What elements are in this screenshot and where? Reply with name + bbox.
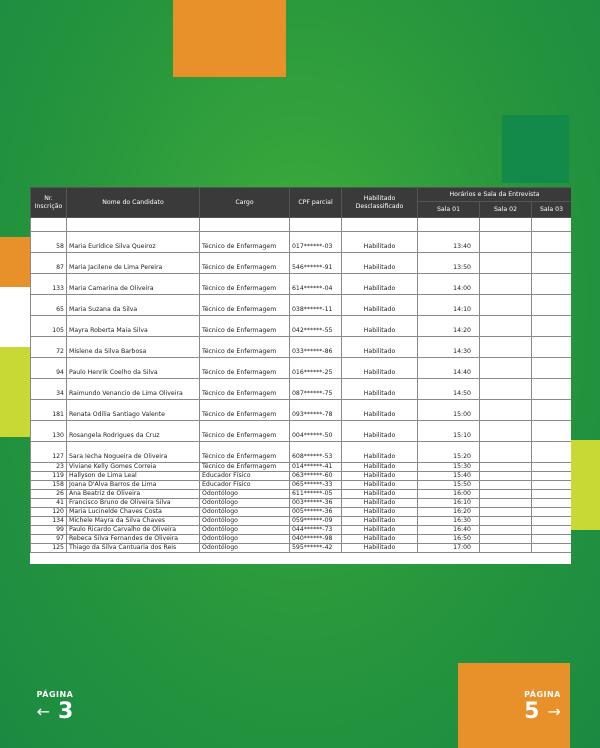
cell-sala-01: 16:20 [418, 508, 480, 517]
cell-sala-02 [480, 379, 532, 400]
cell-sala-03 [532, 517, 572, 526]
decorative-orange-square-top [173, 0, 286, 77]
cell-habilitado: Habilitado [342, 517, 418, 526]
cell-sala-02 [480, 316, 532, 337]
cell-sala-02 [480, 295, 532, 316]
cell-inscricao: 127 [31, 442, 67, 463]
cell-sala-01: 15:00 [418, 400, 480, 421]
table-row [31, 421, 572, 442]
arrow-left-icon[interactable]: ← [36, 702, 51, 721]
cell-nome: Michele Mayra da Silva Chaves [67, 517, 200, 526]
table-spacer-row [31, 218, 572, 232]
cell-nome: Maria Eurídice Silva Queiroz [67, 232, 200, 253]
cell-inscricao: 94 [31, 358, 67, 379]
cell-habilitado: Habilitado [342, 526, 418, 535]
cell-cpf: 614******-04 [290, 274, 342, 295]
cell-cargo: Técnico de Enfermagem [200, 253, 290, 274]
cell-sala-02 [480, 232, 532, 253]
cell-sala-03 [532, 442, 572, 463]
cell-sala-01: 15:10 [418, 421, 480, 442]
header-cpf: CPF parcial [290, 188, 342, 218]
cell-sala-01: 15:40 [418, 472, 480, 481]
cell-nome: Raimundo Venancio de Lima Oliveira [67, 379, 200, 400]
cell-nome: Mayra Roberta Maia Silva [67, 316, 200, 337]
cell-inscricao: 133 [31, 274, 67, 295]
cell-sala-02 [480, 274, 532, 295]
cell-inscricao: 72 [31, 337, 67, 358]
cell-cpf: 093******-78 [290, 400, 342, 421]
cell-nome: Rosangela Rodrigues da Cruz [67, 421, 200, 442]
cell-inscricao: 99 [31, 526, 67, 535]
decorative-orange-bar-left [0, 237, 30, 287]
prev-page-nav[interactable] [15, 690, 95, 723]
cell-cargo: Técnico de Enfermagem [200, 232, 290, 253]
cell-sala-02 [480, 535, 532, 544]
cell-sala-03 [532, 463, 572, 472]
cell-sala-01: 16:10 [418, 499, 480, 508]
cell-sala-02 [480, 442, 532, 463]
table-row [31, 337, 572, 358]
cell-sala-03 [532, 421, 572, 442]
header-habilitado: Habilitado Desclassificado [342, 188, 418, 218]
cell-sala-03 [532, 253, 572, 274]
arrow-right-icon[interactable]: → [547, 702, 561, 721]
cell-sala-01: 15:20 [418, 442, 480, 463]
cell-cpf: 595******-42 [290, 544, 342, 553]
cell-cpf: 611******-05 [290, 490, 342, 499]
cell-inscricao: 105 [31, 316, 67, 337]
cell-sala-01: 13:50 [418, 253, 480, 274]
candidate-table-sheet [30, 187, 571, 564]
cell-cargo: Odontólogo [200, 535, 290, 544]
cell-cargo: Técnico de Enfermagem [200, 295, 290, 316]
cell-inscricao: 181 [31, 400, 67, 421]
cell-cargo: Técnico de Enfermagem [200, 421, 290, 442]
table-row [31, 232, 572, 253]
cell-habilitado: Habilitado [342, 316, 418, 337]
cell-sala-02 [480, 490, 532, 499]
cell-cpf: 044******-73 [290, 526, 342, 535]
cell-sala-03 [532, 499, 572, 508]
header-sala-01: Sala 01 [418, 202, 480, 218]
header-nome: Nome do Candidato [67, 188, 200, 218]
cell-habilitado: Habilitado [342, 472, 418, 481]
cell-nome: Rebeca Silva Fernandes de Oliveira [67, 535, 200, 544]
cell-nome: Renata Odília Santiago Valente [67, 400, 200, 421]
cell-cpf: 016******-25 [290, 358, 342, 379]
header-cargo: Cargo [200, 188, 290, 218]
cell-cpf: 004******-50 [290, 421, 342, 442]
cell-cpf: 063******-60 [290, 472, 342, 481]
cell-sala-02 [480, 508, 532, 517]
prev-page-number: 3 [58, 699, 74, 724]
cell-inscricao: 130 [31, 421, 67, 442]
cell-inscricao: 26 [31, 490, 67, 499]
prev-page-label: PÁGINA [36, 690, 74, 699]
cell-sala-01: 16:40 [418, 526, 480, 535]
cell-sala-02 [480, 421, 532, 442]
cell-nome: Francisco Bruno de Oliveira Silva [67, 499, 200, 508]
cell-sala-03 [532, 526, 572, 535]
cell-sala-02 [480, 358, 532, 379]
cell-cargo: Odontólogo [200, 517, 290, 526]
cell-sala-01: 17:00 [418, 544, 480, 553]
cell-sala-01: 14:50 [418, 379, 480, 400]
table-row [31, 442, 572, 463]
cell-cargo: Odontólogo [200, 544, 290, 553]
next-page-label: PÁGINA [524, 690, 561, 699]
cell-habilitado: Habilitado [342, 358, 418, 379]
cell-inscricao: 23 [31, 463, 67, 472]
cell-cargo: Odontólogo [200, 508, 290, 517]
cell-sala-01: 16:00 [418, 490, 480, 499]
cell-cargo: Técnico de Enfermagem [200, 316, 290, 337]
cell-inscricao: 120 [31, 508, 67, 517]
cell-sala-01: 14:30 [418, 337, 480, 358]
cell-nome: Maria Lucinelde Chaves Costa [67, 508, 200, 517]
table-row [31, 400, 572, 421]
cell-nome: Paulo Ricardo Carvalho de Oliveira [67, 526, 200, 535]
cell-inscricao: 125 [31, 544, 67, 553]
cell-sala-01: 14:40 [418, 358, 480, 379]
cell-cpf: 040******-98 [290, 535, 342, 544]
table-row [31, 517, 572, 526]
cell-sala-02 [480, 526, 532, 535]
cell-cpf: 038******-11 [290, 295, 342, 316]
cell-cpf: 546******-91 [290, 253, 342, 274]
cell-sala-02 [480, 481, 532, 490]
cell-nome: Mislene da Silva Barbosa [67, 337, 200, 358]
table-row [31, 526, 572, 535]
cell-cargo: Odontólogo [200, 526, 290, 535]
cell-inscricao: 134 [31, 517, 67, 526]
cell-cargo: Técnico de Enfermagem [200, 463, 290, 472]
cell-nome: Viviane Kelly Gomes Correia [67, 463, 200, 472]
table-row [31, 481, 572, 490]
header-horarios: Horários e Sala da Entrevista [418, 188, 572, 202]
decorative-green-square [502, 115, 569, 183]
cell-sala-03 [532, 274, 572, 295]
cell-sala-02 [480, 400, 532, 421]
cell-sala-01: 14:20 [418, 316, 480, 337]
cell-habilitado: Habilitado [342, 379, 418, 400]
header-sala-02: Sala 02 [480, 202, 532, 218]
cell-habilitado: Habilitado [342, 274, 418, 295]
cell-cpf: 087******-75 [290, 379, 342, 400]
cell-habilitado: Habilitado [342, 337, 418, 358]
cell-nome: Thiago da Silva Cantuaria dos Reis [67, 544, 200, 553]
cell-cpf: 005******-36 [290, 508, 342, 517]
cell-sala-02 [480, 337, 532, 358]
cell-habilitado: Habilitado [342, 232, 418, 253]
cell-cpf: 065******-33 [290, 481, 342, 490]
cell-nome: Paulo Henrik Coelho da Silva [67, 358, 200, 379]
cell-cargo: Odontólogo [200, 499, 290, 508]
cell-inscricao: 158 [31, 481, 67, 490]
cell-sala-01: 14:00 [418, 274, 480, 295]
cell-habilitado: Habilitado [342, 295, 418, 316]
cell-habilitado: Habilitado [342, 421, 418, 442]
header-inscricao: Nr. Inscrição [31, 188, 67, 218]
cell-cpf: 033******-86 [290, 337, 342, 358]
cell-cargo: Técnico de Enfermagem [200, 442, 290, 463]
cell-habilitado: Habilitado [342, 544, 418, 553]
cell-sala-01: 15:30 [418, 463, 480, 472]
cell-nome: Maria Jacilene de Lima Pereira [67, 253, 200, 274]
cell-sala-03 [532, 316, 572, 337]
cell-sala-02 [480, 517, 532, 526]
cell-cargo: Odontólogo [200, 490, 290, 499]
table-row [31, 544, 572, 553]
cell-cpf: 017******-03 [290, 232, 342, 253]
cell-sala-03 [532, 481, 572, 490]
cell-nome: Hallyson de Lima Leal [67, 472, 200, 481]
cell-habilitado: Habilitado [342, 490, 418, 499]
cell-nome: Joana D'Alva Barros de Lima [67, 481, 200, 490]
cell-sala-01: 16:50 [418, 535, 480, 544]
cell-habilitado: Habilitado [342, 253, 418, 274]
cell-cargo: Educador Físico [200, 481, 290, 490]
table-row [31, 295, 572, 316]
table-row [31, 253, 572, 274]
cell-sala-03 [532, 295, 572, 316]
next-page-number: 5 [524, 699, 540, 724]
cell-habilitado: Habilitado [342, 535, 418, 544]
table-body [31, 218, 572, 553]
cell-sala-01: 14:10 [418, 295, 480, 316]
cell-inscricao: 119 [31, 472, 67, 481]
cell-inscricao: 58 [31, 232, 67, 253]
decorative-yellow-bar-left [0, 347, 30, 437]
cell-cpf: 608******-53 [290, 442, 342, 463]
cell-sala-03 [532, 379, 572, 400]
table-row [31, 274, 572, 295]
decorative-white-bar-left [0, 287, 30, 347]
cell-habilitado: Habilitado [342, 442, 418, 463]
next-page-nav[interactable] [500, 690, 585, 723]
table-row [31, 499, 572, 508]
cell-cargo: Técnico de Enfermagem [200, 379, 290, 400]
cell-sala-02 [480, 544, 532, 553]
cell-sala-02 [480, 499, 532, 508]
cell-sala-03 [532, 508, 572, 517]
cell-sala-01: 13:40 [418, 232, 480, 253]
cell-sala-03 [532, 535, 572, 544]
cell-inscricao: 41 [31, 499, 67, 508]
cell-inscricao: 87 [31, 253, 67, 274]
cell-inscricao: 34 [31, 379, 67, 400]
table-row [31, 379, 572, 400]
cell-cargo: Técnico de Enfermagem [200, 274, 290, 295]
cell-cargo: Técnico de Enfermagem [200, 358, 290, 379]
cell-cpf: 042******-55 [290, 316, 342, 337]
cell-sala-02 [480, 472, 532, 481]
candidate-table [30, 187, 571, 553]
cell-nome: Sara Iecha Nogueira de Oliveira [67, 442, 200, 463]
cell-cpf: 059******-09 [290, 517, 342, 526]
cell-inscricao: 97 [31, 535, 67, 544]
cell-sala-03 [532, 232, 572, 253]
cell-sala-03 [532, 400, 572, 421]
cell-sala-01: 15:50 [418, 481, 480, 490]
cell-nome: Ana Beatriz de Oliveira [67, 490, 200, 499]
cell-cargo: Educador Físico [200, 472, 290, 481]
cell-sala-01: 16:30 [418, 517, 480, 526]
table-row [31, 358, 572, 379]
table-row [31, 535, 572, 544]
cell-cpf: 003******-36 [290, 499, 342, 508]
cell-habilitado: Habilitado [342, 499, 418, 508]
header-sala-03: Sala 03 [532, 202, 572, 218]
cell-sala-03 [532, 337, 572, 358]
cell-habilitado: Habilitado [342, 481, 418, 490]
table-row [31, 316, 572, 337]
table-row [31, 463, 572, 472]
cell-sala-03 [532, 490, 572, 499]
cell-sala-03 [532, 472, 572, 481]
table-row [31, 472, 572, 481]
cell-sala-02 [480, 253, 532, 274]
table-row [31, 490, 572, 499]
cell-sala-03 [532, 358, 572, 379]
cell-cpf: 014******-41 [290, 463, 342, 472]
cell-sala-02 [480, 463, 532, 472]
decorative-yellow-bar-right [570, 440, 600, 530]
cell-nome: Maria Camarina de Oliveira [67, 274, 200, 295]
table-row [31, 508, 572, 517]
cell-habilitado: Habilitado [342, 508, 418, 517]
cell-sala-03 [532, 544, 572, 553]
cell-habilitado: Habilitado [342, 400, 418, 421]
cell-nome: Maria Suzana da Silva [67, 295, 200, 316]
cell-cargo: Técnico de Enfermagem [200, 400, 290, 421]
cell-cargo: Técnico de Enfermagem [200, 337, 290, 358]
cell-habilitado: Habilitado [342, 463, 418, 472]
cell-inscricao: 65 [31, 295, 67, 316]
